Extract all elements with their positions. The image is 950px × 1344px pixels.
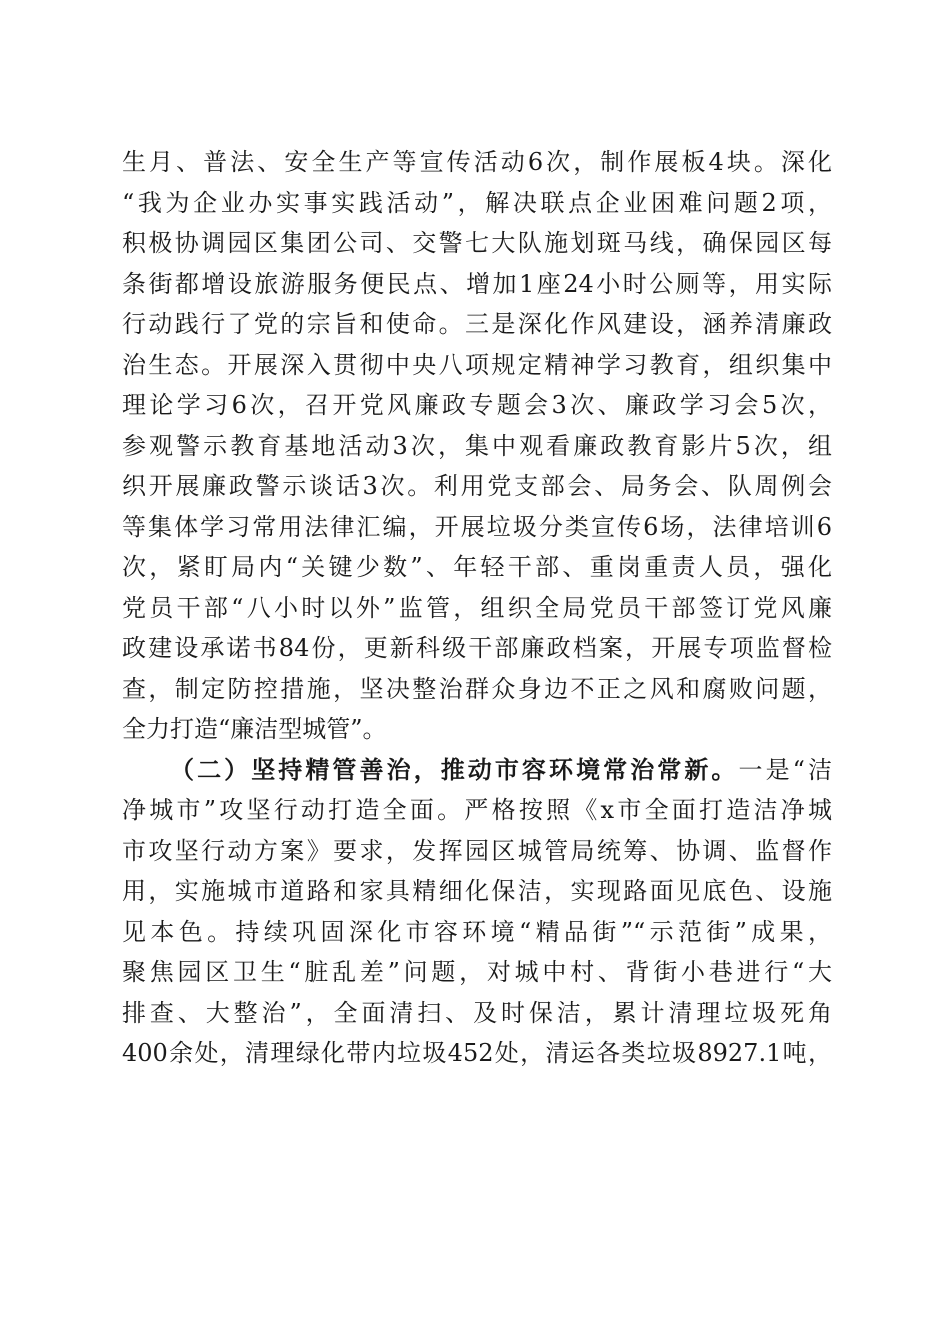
paragraph-first-line xyxy=(122,750,832,791)
paragraph-line: 党员干部“八小时以外”监管，组织全局党员干部签订党风廉 xyxy=(122,593,832,622)
paragraph-line: 查，制定防控措施，坚决整治群众身边不正之风和腐败问题， xyxy=(122,674,832,703)
paragraph-line: 生月、普法、安全生产等宣传活动6次，制作展板4块。深化 xyxy=(122,148,832,176)
paragraph-text: 一是“洁 xyxy=(738,755,832,784)
paragraph-line: 参观警示教育基地活动3次，集中观看廉政教育影片5次，组 xyxy=(122,431,832,460)
paragraph-line: 排查、大整治”，全面清扫、及时保洁，累计清理垃圾死角 xyxy=(122,998,832,1027)
paragraph-line: 见本色。持续巩固深化市容环境“精品街”“示范街”成果， xyxy=(122,917,832,946)
paragraph-line: 次，紧盯局内“关键少数”、年轻干部、重岗重责人员，强化 xyxy=(122,553,832,581)
paragraph-line: 净城市”攻坚行动打造全面。严格按照《x市全面打造洁净城 xyxy=(122,796,832,824)
paragraph-2 xyxy=(122,750,832,1074)
paragraph-line: 条街都增设旅游服务便民点、增加1座24小时公厕等，用实际 xyxy=(122,269,832,298)
paragraph-line: 政建设承诺书84份，更新科级干部廉政档案，开展专项监督检 xyxy=(122,634,832,662)
paragraph-line: 市攻坚行动方案》要求，发挥园区城管局统筹、协调、监督作 xyxy=(122,836,832,865)
paragraph-line: 全力打造“廉洁型城管”。 xyxy=(122,715,387,743)
paragraph-1 xyxy=(122,142,832,750)
section-heading: （二）坚持精管善治，推动市容环境常治常新。 xyxy=(170,754,739,784)
body-text xyxy=(122,142,832,1074)
paragraph-line: 400余处，清理绿化带内垃圾452处，清运各类垃圾8927.1吨， xyxy=(122,1039,832,1067)
paragraph-line: 聚焦园区卫生“脏乱差”问题，对城中村、背街小巷进行“大 xyxy=(122,958,832,986)
paragraph-line: 等集体学习常用法律汇编，开展垃圾分类宣传6场，法律培训6 xyxy=(122,512,832,541)
paragraph-line: 织开展廉政警示谈话3次。利用党支部会、局务会、队周例会 xyxy=(122,472,832,500)
paragraph-line: “我为企业办实事实践活动”，解决联点企业困难问题2项， xyxy=(122,188,832,217)
paragraph-line: 理论学习6次，召开党风廉政专题会3次、廉政学习会5次， xyxy=(122,391,832,419)
paragraph-line: 用，实施城市道路和家具精细化保洁，实现路面见底色、设施 xyxy=(122,877,832,905)
paragraph-line: 积极协调园区集团公司、交警七大队施划斑马线，确保园区每 xyxy=(122,229,832,257)
paragraph-line: 治生态。开展深入贯彻中央八项规定精神学习教育，组织集中 xyxy=(122,350,832,379)
paragraph-line: 行动践行了党的宗旨和使命。三是深化作风建设，涵养清廉政 xyxy=(122,310,832,338)
